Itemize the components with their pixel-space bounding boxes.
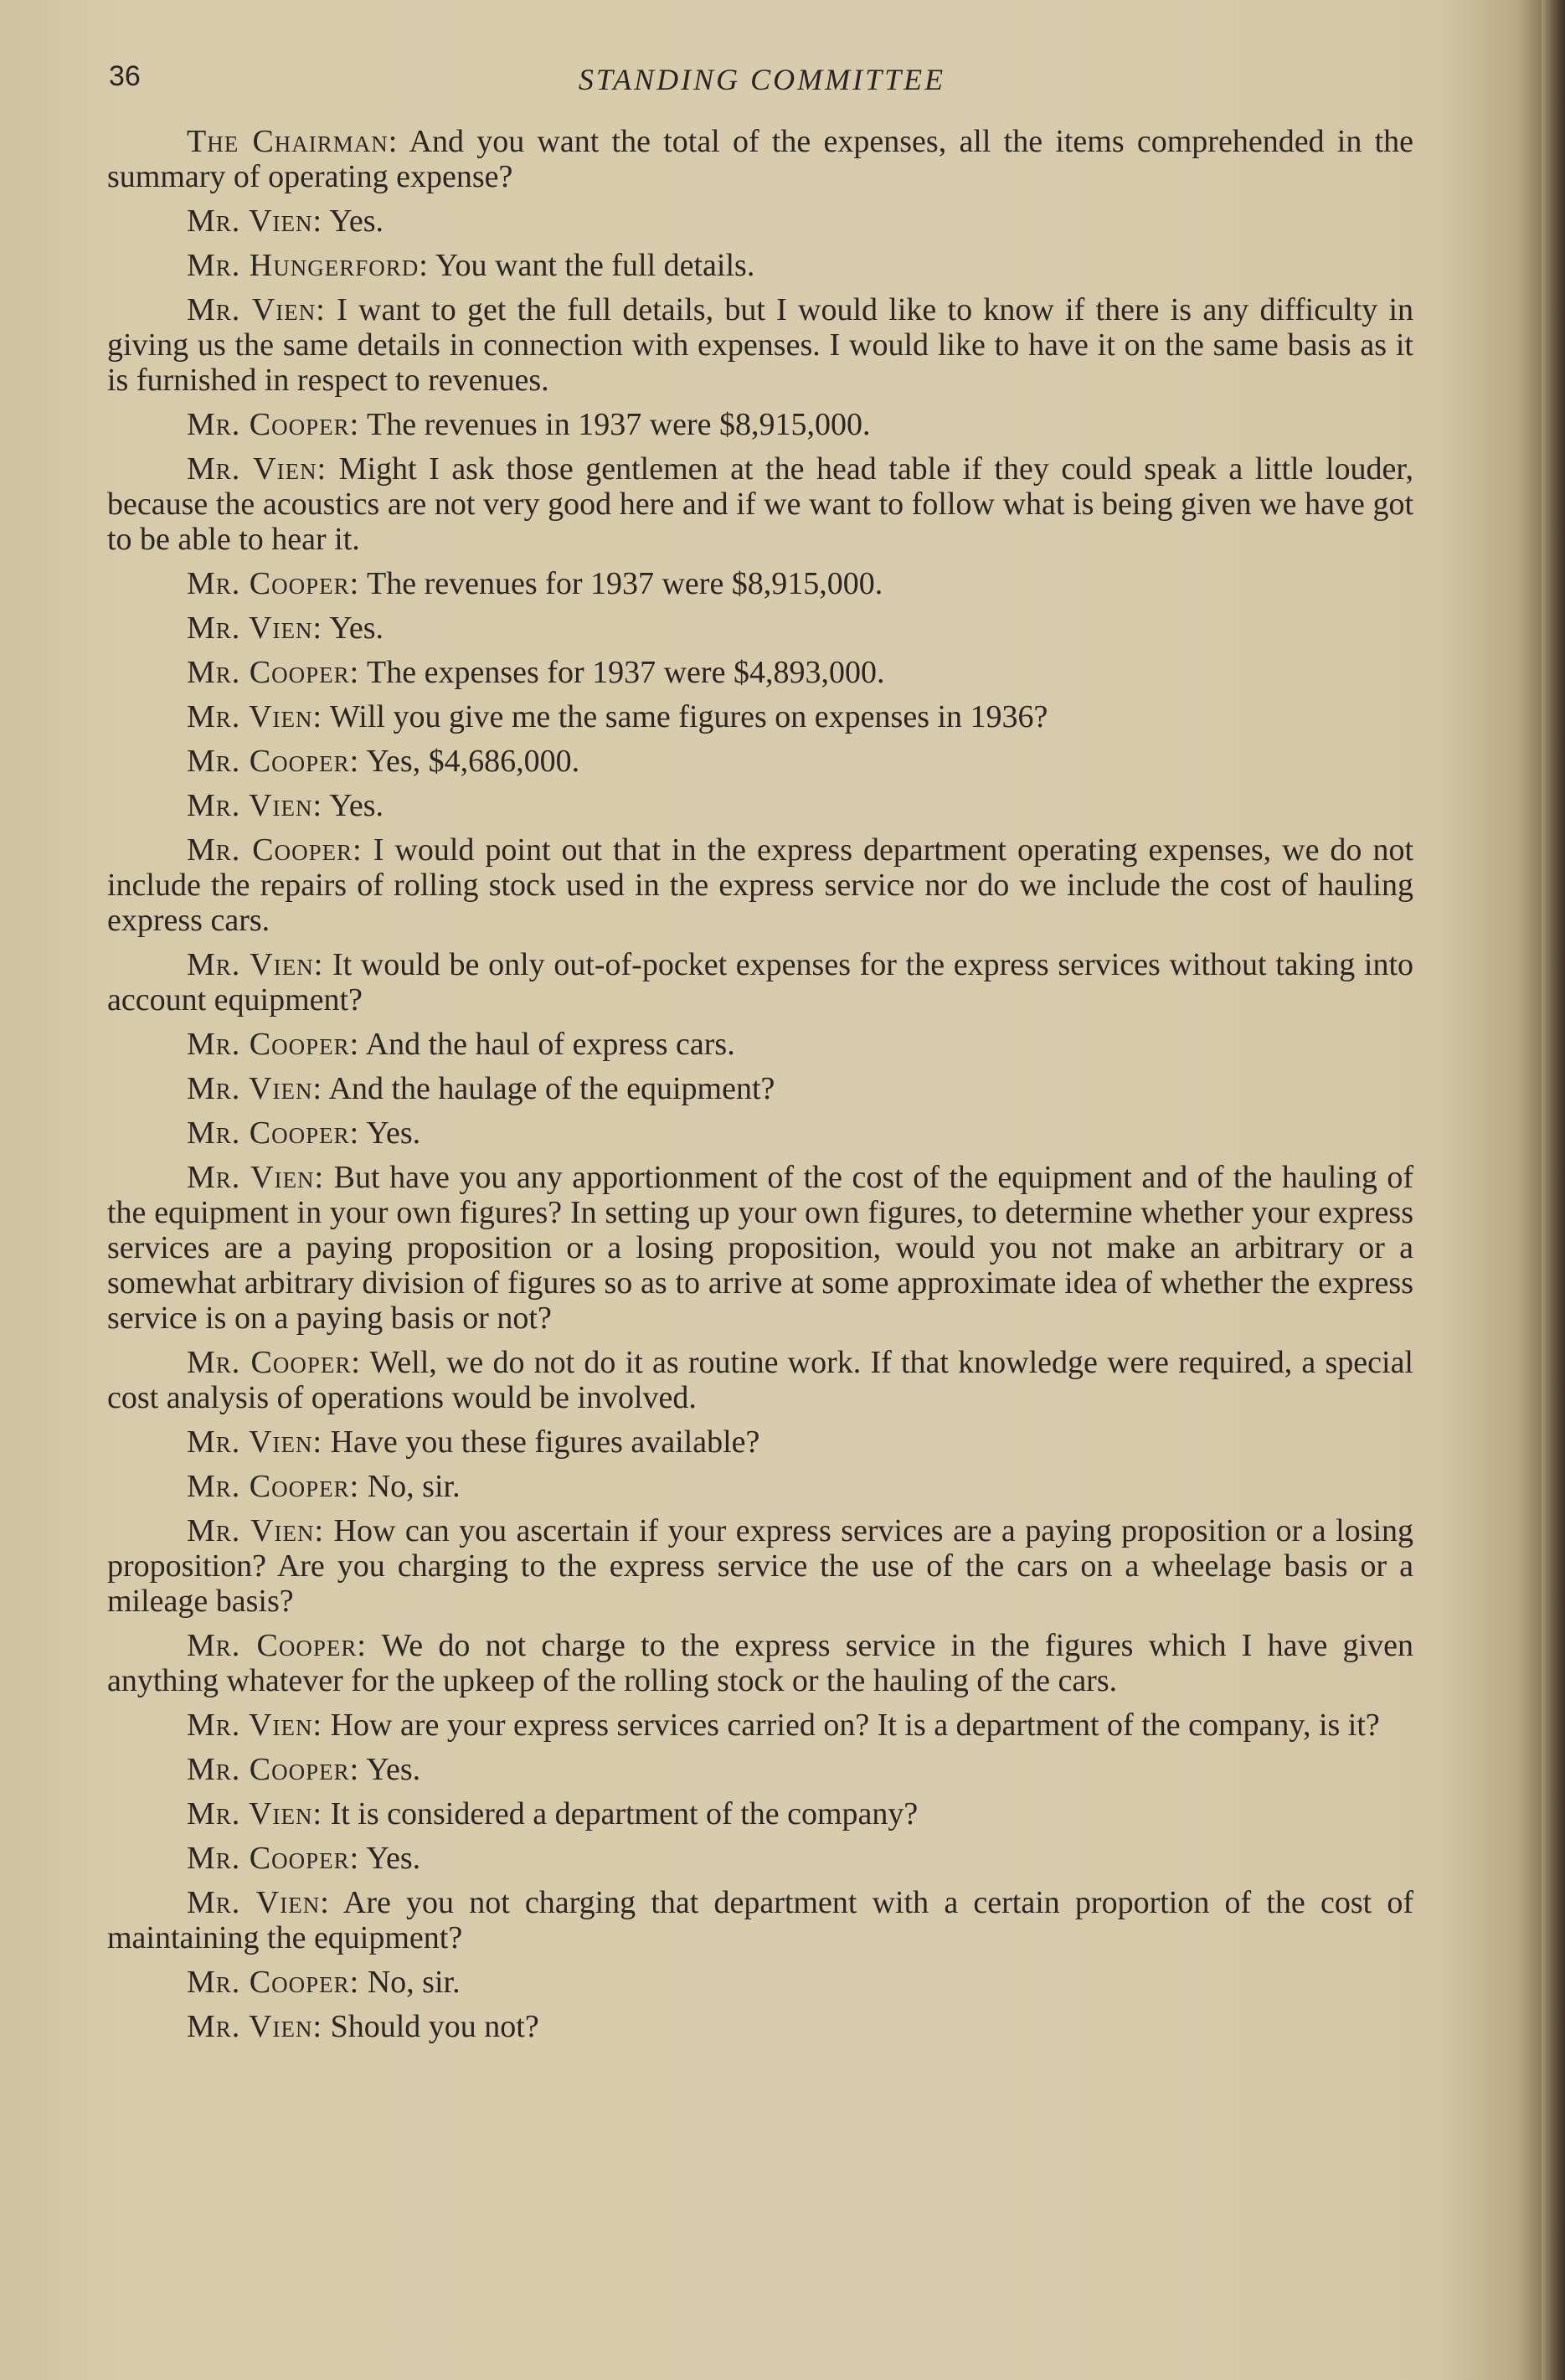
speech-text: Are you not charging that department with a certain proportion of the cost of maintaining the equipment? bbox=[107, 1885, 1414, 1955]
speech-text: Yes. bbox=[366, 1752, 421, 1787]
speaker-name: The Chairman: bbox=[187, 124, 399, 159]
speaker-name: Mr. Cooper: bbox=[187, 1752, 360, 1787]
page-edge bbox=[1542, 0, 1565, 2380]
speaker-name: Mr. Vien: bbox=[187, 1885, 330, 1920]
speaker-name: Mr. Vien: bbox=[187, 610, 323, 646]
speaker-name: Mr. Cooper: bbox=[187, 1345, 361, 1380]
transcript-paragraph bbox=[107, 699, 1413, 734]
speaker-name: Mr. Cooper: bbox=[187, 832, 363, 868]
speaker-name: Mr. Vien: bbox=[187, 203, 323, 239]
transcript-paragraph bbox=[107, 744, 1413, 779]
speech-text: Yes. bbox=[366, 1115, 421, 1151]
speaker-name: Mr. Vien: bbox=[187, 1071, 323, 1106]
speaker-name: Mr. Vien: bbox=[187, 947, 324, 982]
speaker-name: Mr. Cooper: bbox=[187, 655, 360, 690]
speech-text: Yes, $4,686,000. bbox=[366, 744, 580, 779]
speaker-name: Mr. Vien: bbox=[187, 1796, 323, 1831]
speech-text: It is considered a department of the company? bbox=[330, 1796, 919, 1831]
transcript-paragraph bbox=[107, 1071, 1413, 1106]
speech-text: Yes. bbox=[329, 788, 384, 823]
transcript-paragraph bbox=[107, 655, 1413, 690]
speech-text: And you want the total of the expenses, all the items comprehended in the summary of operating expense? bbox=[107, 124, 1414, 194]
speech-text: It would be only out-of-pocket expenses for the express services without taking into account equipment? bbox=[107, 947, 1414, 1017]
speaker-name: Mr. Vien: bbox=[187, 1708, 323, 1743]
speaker-name: Mr. Hungerford: bbox=[187, 248, 429, 283]
transcript-paragraph bbox=[107, 1752, 1413, 1787]
speech-text: Well, we do not do it as routine work. If that knowledge were required, a special cost analysis of operations would be involved. bbox=[107, 1345, 1413, 1415]
speaker-name: Mr. Cooper: bbox=[187, 407, 360, 442]
speech-text: The revenues in 1937 were $8,915,000. bbox=[367, 407, 871, 442]
speaker-name: Mr. Vien: bbox=[187, 1513, 325, 1548]
speech-text: Should you not? bbox=[330, 2009, 539, 2044]
speech-text: Have you these figures available? bbox=[330, 1424, 760, 1460]
speech-text: Might I ask those gentlemen at the head table if they could speak a little louder, because the acoustics are not very good here and if we want to follow what is being given we have got to be able to hear it. bbox=[107, 451, 1414, 557]
speaker-name: Mr. Cooper: bbox=[187, 744, 360, 779]
speech-text: We do not charge to the express service in the figures which I have given anything whatever for the upkeep of the rolling stock or the hauling of the cars. bbox=[107, 1628, 1413, 1698]
speaker-name: Mr. Cooper: bbox=[187, 1469, 360, 1504]
transcript-paragraph bbox=[107, 1796, 1413, 1831]
running-head: STANDING COMMITTEE bbox=[578, 63, 946, 96]
speech-text: I want to get the full details, but I would like to know if there is any difficulty in giving us the same details in connection with expenses. I would like to have it on the same basis as it is furnished in respect to revenues. bbox=[107, 292, 1414, 398]
transcript-paragraph bbox=[107, 203, 1413, 239]
speaker-name: Mr. Vien: bbox=[187, 1424, 323, 1460]
speaker-name: Mr. Vien: bbox=[187, 451, 327, 487]
transcript-body bbox=[107, 124, 1413, 2053]
speech-text: Yes. bbox=[329, 610, 384, 646]
transcript-paragraph bbox=[107, 947, 1413, 1017]
speaker-name: Mr. Cooper: bbox=[187, 1027, 360, 1062]
transcript-paragraph bbox=[107, 1115, 1413, 1151]
page-header bbox=[109, 60, 1415, 107]
speaker-name: Mr. Cooper: bbox=[187, 1115, 360, 1151]
transcript-paragraph bbox=[107, 2009, 1413, 2044]
speech-text: How can you ascertain if your express services are a paying proposition or a losing proposition? Are you charging to the express service the use of the cars on a wheelage basis or a mileage basis? bbox=[107, 1513, 1414, 1619]
speaker-name: Mr. Vien: bbox=[187, 699, 323, 734]
transcript-paragraph bbox=[107, 1965, 1413, 2000]
speaker-name: Mr. Cooper: bbox=[187, 566, 360, 601]
speaker-name: Mr. Vien: bbox=[187, 2009, 323, 2044]
speech-text: And the haul of express cars. bbox=[365, 1027, 735, 1062]
speech-text: Will you give me the same figures on expenses in 1936? bbox=[329, 699, 1048, 734]
transcript-paragraph bbox=[107, 1841, 1413, 1876]
speaker-name: Mr. Cooper: bbox=[187, 1965, 360, 2000]
transcript-paragraph bbox=[107, 788, 1413, 823]
transcript-paragraph bbox=[107, 1345, 1413, 1415]
transcript-paragraph bbox=[107, 610, 1413, 646]
speaker-name: Mr. Cooper: bbox=[187, 1841, 360, 1876]
speech-text: No, sir. bbox=[367, 1469, 461, 1504]
speaker-name: Mr. Vien: bbox=[187, 292, 326, 327]
speech-text: I would point out that in the express department operating expenses, we do not include the repairs of rolling stock used in the express service nor do we include the cost of hauling express cars. bbox=[107, 832, 1413, 938]
speech-text: The expenses for 1937 were $4,893,000. bbox=[367, 655, 885, 690]
transcript-paragraph bbox=[107, 832, 1413, 938]
page-number: 36 bbox=[109, 60, 141, 92]
speaker-name: Mr. Cooper: bbox=[187, 1628, 367, 1663]
speech-text: You want the full details. bbox=[435, 248, 755, 283]
transcript-paragraph bbox=[107, 1424, 1413, 1460]
speech-text: No, sir. bbox=[367, 1965, 461, 2000]
transcript-paragraph bbox=[107, 451, 1413, 557]
transcript-paragraph bbox=[107, 292, 1413, 398]
speech-text: Yes. bbox=[329, 203, 384, 239]
transcript-paragraph bbox=[107, 248, 1413, 283]
speaker-name: Mr. Vien: bbox=[187, 1160, 325, 1195]
speaker-name: Mr. Vien: bbox=[187, 788, 323, 823]
transcript-paragraph bbox=[107, 1469, 1413, 1504]
speech-text: How are your express services carried on? It is a department of the company, is it? bbox=[330, 1708, 1380, 1743]
transcript-paragraph bbox=[107, 1708, 1413, 1743]
speech-text: But have you any apportionment of the cost of the equipment and of the hauling of the equipment in your own figures? In setting up your own figures, to determine whether your express services are a paying proposition or a losing proposition, would you not make an arbitrary or a somewhat arbitrary division of figures so as to arrive at some approximate idea of whether the express service is on a paying basis or not? bbox=[107, 1160, 1414, 1336]
transcript-paragraph bbox=[107, 1885, 1413, 1955]
transcript-paragraph bbox=[107, 1160, 1413, 1336]
speech-text: The revenues for 1937 were $8,915,000. bbox=[367, 566, 883, 601]
transcript-paragraph bbox=[107, 1513, 1413, 1619]
transcript-paragraph bbox=[107, 124, 1413, 194]
transcript-paragraph bbox=[107, 566, 1413, 601]
transcript-paragraph bbox=[107, 1027, 1413, 1062]
transcript-paragraph bbox=[107, 1628, 1413, 1698]
speech-text: And the haulage of the equipment? bbox=[328, 1071, 775, 1106]
speech-text: Yes. bbox=[366, 1841, 421, 1876]
transcript-paragraph bbox=[107, 407, 1413, 442]
